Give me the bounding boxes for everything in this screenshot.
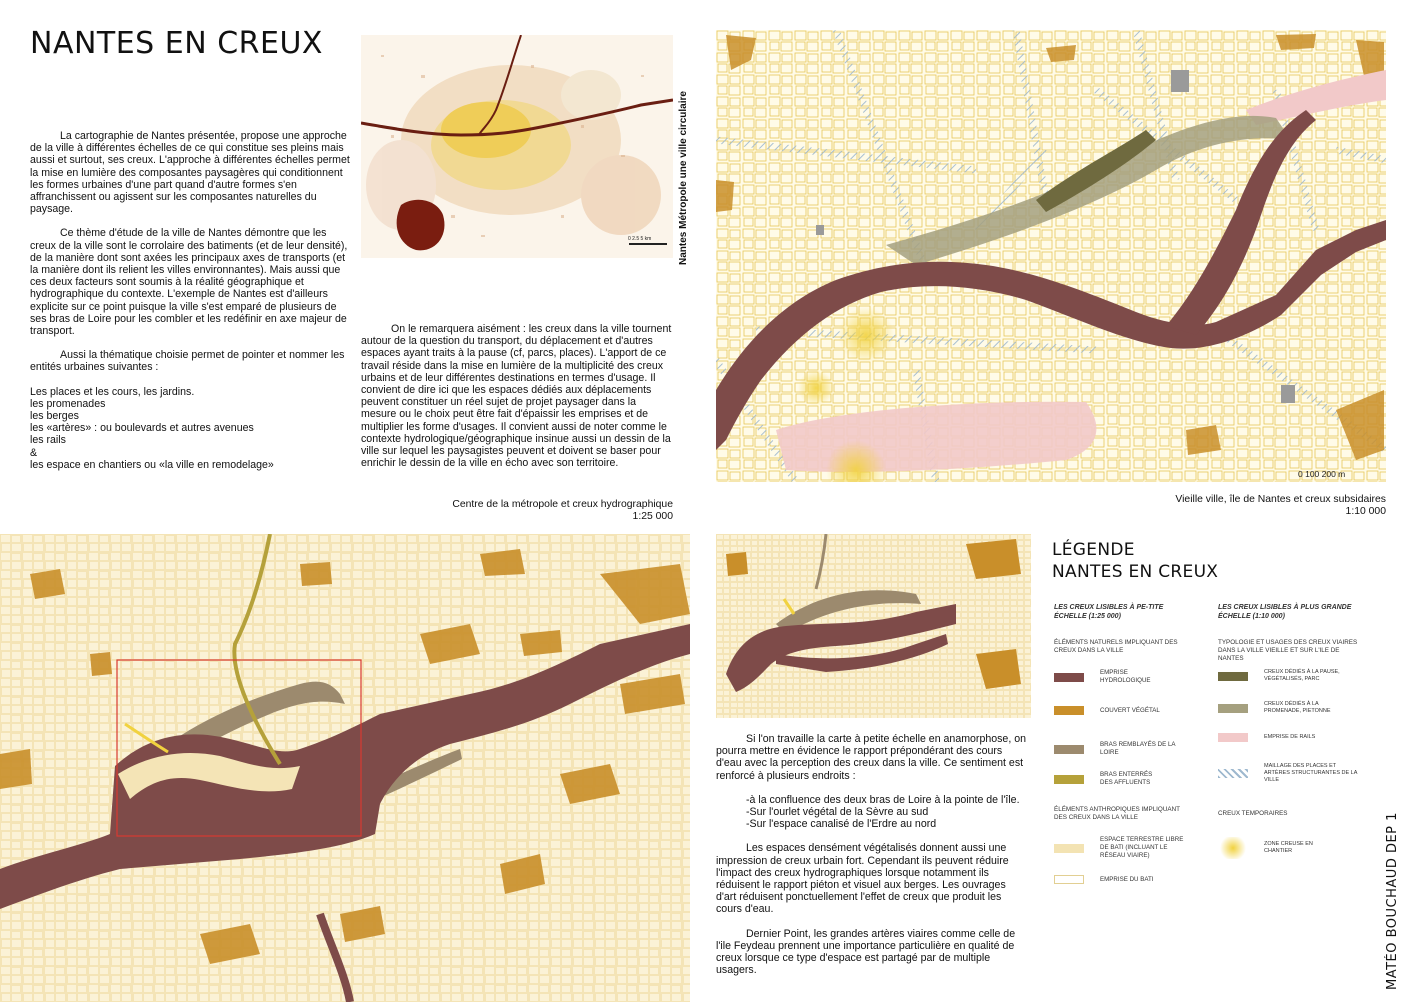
legend-label: COUVERT VÉGÉTAL (1100, 706, 1160, 714)
intro-text (30, 130, 352, 471)
legend-label: BRAS ENTERRÉS DES AFFLUENTS (1100, 771, 1153, 786)
anamorphose-map (716, 534, 1031, 718)
legend-item (1054, 669, 1180, 685)
legend-swatch (1054, 745, 1084, 754)
middle-text: On le remarquera aisément : les creux dans la ville tournent autour de la question du transport, du déplacement et d'autres espaces ayant traits à la pause (cf, parcs, places). L'apport de ce travail réside dans la mise en lumière de la multiplicité des creux urbains et de leur différentes destinations en termes d'usage. Il convient de dire ici que les espaces dédiés aux déplacements peuvent constituer un réel sujet de projet paysager dans la mesure ou le choix peut être fait d'épaissir les emprises et de multiplier les forme d'usages. Il convient aussi de noter comme le contexte hydrologique/géographique insinue aussi un dessin de la ville sur lequel les paysagistes peuvent et doivent se baser pour enrichir le dessin de la ville en écho avec son territoire. (361, 323, 672, 470)
intro-paragraph-3: Aussi la thématique choisie permet de pointer et nommer les entités urbaines suivantes : (30, 349, 345, 374)
anamorphose-paragraph-2: Les espaces densément végétalisés donnent aussi une impression de creux urbain fort. Cependant ils peuvent réduire l'impact des creux hydrographiques lorsque notamment ils réduisent le rapport piéton et visuel aux berges. Les ouvrages d'art réduisent ponctuellement l'effet de creux que produit les cours d'eau. (716, 842, 1009, 916)
chantier-zone (838, 307, 894, 363)
legend-item (1218, 701, 1344, 715)
map2-caption-scale: 1:10 000 (1345, 506, 1386, 517)
legend-title-line-2: NANTES EN CREUX (1052, 562, 1219, 582)
map2-scale: 0 100 200 m (1298, 469, 1346, 479)
vieille-ville-map (716, 30, 1386, 482)
map1-caption (361, 499, 673, 523)
legend-column-1 (1054, 603, 1194, 903)
legend-col1-subheading: ÉLÉMENTS NATURELS IMPLIQUANT DES CREUX DANS LA VILLE (1054, 639, 1178, 654)
legend-item (1054, 741, 1190, 757)
legend-swatch (1054, 673, 1084, 682)
map2-caption-title: Vieille ville, île de Nantes et creux subsidaires (1175, 494, 1386, 505)
list-item: les «artères» : ou boulevards et autres avenues (30, 422, 254, 435)
legend-swatch (1054, 844, 1084, 853)
map1-scale: 0 2.5 5 km (628, 236, 652, 242)
legend-label: ESPACE TERRESTRE LIBRE DE BATI (INCLUANT LE RÉSEAU VIAIRE) (1100, 836, 1184, 859)
anamorphose-list (716, 794, 1028, 831)
legend-swatch (1218, 769, 1248, 778)
lake (397, 200, 445, 251)
legend-swatch (1218, 733, 1248, 742)
legend-label: EMPRISE DU BATI (1100, 875, 1154, 883)
anamorphose-paragraph-3: Dernier Point, les grandes artères viaires comme celle de l'ile Feydeau prennent une importance particulière en qualité de creux lorsque ce type d'espace est partagé par de multiple usagers. (716, 927, 1016, 977)
legend-col2-subheading: TYPOLOGIE ET USAGES DES CREUX VIAIRES DANS LA VILLE VIEILLE ET SUR L'ILE DE NANTES (1218, 639, 1358, 662)
chantier-zone (798, 370, 834, 406)
map1-vertical-label: Nantes Métropole une ville circulaire (678, 91, 689, 265)
legend-item (1054, 771, 1160, 787)
list-item: -Sur l'espace canalisé de l'Erdre au nord (746, 818, 937, 831)
legend-swatch (1218, 672, 1248, 681)
legend-item (1218, 837, 1324, 859)
centre-map (0, 534, 690, 1002)
entities-list (30, 386, 352, 471)
legend-label: EMPRISE DE RAILS (1264, 734, 1316, 740)
legend-label: EMPRISE HYDROLOGIQUE (1100, 669, 1151, 684)
page-title: NANTES EN CREUX (30, 26, 323, 61)
legend-title (1052, 539, 1218, 583)
author-label: MATÉO BOUCHAUD DEP 1 (1385, 812, 1400, 990)
list-item: les espace en chantiers ou «la ville en remodelage» (30, 458, 274, 471)
legend-item (1218, 763, 1359, 784)
list-item: les rails (30, 434, 66, 447)
list-item: -à la confluence des deux bras de Loire à la pointe de l'île. (746, 793, 1020, 806)
legend-swatch (1218, 704, 1248, 713)
list-item: -Sur l'ourlet végétal de la Sèvre au sud (746, 806, 929, 819)
legend-label: CREUX DÉDIÉS À LA PAUSE, VÉGÉTALISÉS, PARC (1264, 669, 1340, 682)
legend-label: BRAS REMBLAYÉS DE LA LOIRE (1100, 741, 1176, 756)
legend-col2-subheading-2: CREUX TEMPORAIRES (1218, 810, 1288, 817)
map1-caption-scale: 1:25 000 (632, 511, 673, 522)
legend-item (1218, 733, 1344, 742)
list-item: & (30, 446, 38, 459)
legend-swatch (1054, 706, 1084, 715)
list-item: Les places et les cours, les jardins. (30, 385, 195, 398)
legend-item (1054, 875, 1180, 884)
list-item: les promenades (30, 397, 106, 410)
legend-swatch (1054, 775, 1084, 784)
anamorphose-text (716, 733, 1028, 988)
legend-column-2 (1218, 603, 1368, 903)
legend-col1-heading: LES CREUX LISIBLES À PE-TITE ÉCHELLE (1:25 000) (1054, 604, 1164, 620)
legend-item (1054, 706, 1180, 715)
legend-swatch (1054, 875, 1084, 884)
legend-item (1218, 669, 1354, 683)
map1-caption-title: Centre de la métropole et creux hydrographique (452, 499, 673, 510)
metropole-map (361, 35, 673, 258)
map2-caption (1000, 494, 1386, 518)
legend-swatch (1218, 837, 1248, 859)
anamorphose-paragraph-1: Si l'on travaille la carte à petite échelle en anamorphose, on pourra mettre en évidence le rapport prépondérant des cours d'eau avec la perception des creux dans la ville. Ce sentiment est renforcé à plusieurs endroits : (716, 733, 1026, 782)
intro-paragraph-1: La cartographie de Nantes présentée, propose une approche de la ville à différentes échelles de ce qui constitue ses pleins mais aussi et surtout, ses creux. L'approche à différentes échelles permet la mise en lumière des composantes paysagères qui conditionnent les formes urbaines d'une part quand d'autre formes s'en affranchissent ou agissent sur les composantes naturelles du paysage. (30, 130, 350, 216)
legend-item (1054, 836, 1190, 860)
legend-label: CREUX DÉDIÉS À LA PROMENADE, PIETONNE (1264, 701, 1331, 714)
intro-paragraph-2: Ce thème d'étude de la ville de Nantes démontre que les creux de la ville sont le corrolaire des batiments (et de leur densité), de la manière dont sont axées les principaux axes de transports (et la manière dont ils relient les villes environnantes). Mais aussi que ces deux facteurs sont soumis à la réalité géographique et hydrographique du contexte. L'exemple de Nantes est d'ailleurs explicite sur ce point puisque la ville s'est emparé de plusieurs de ses bras de Loire pour les combler et les redéfinir en axe majeur de transport. (30, 227, 348, 338)
legend-label: MAILLAGE DES PLACES ET ARTÈRES STRUCTURANTES DE LA VILLE (1264, 763, 1358, 783)
legend-col2-heading: LES CREUX LISIBLES À PLUS GRANDE ÉCHELLE (1:10 000) (1218, 604, 1352, 620)
list-item: les berges (30, 410, 79, 423)
legend-label: ZONE CREUSE EN CHANTIER (1264, 841, 1313, 854)
legend-title-line-1: LÉGENDE (1052, 540, 1135, 560)
legend-col1-subheading-2: ÉLÉMENTS ANTHROPIQUES IMPLIQUANT DES CREUX DANS LA VILLE (1054, 806, 1180, 821)
